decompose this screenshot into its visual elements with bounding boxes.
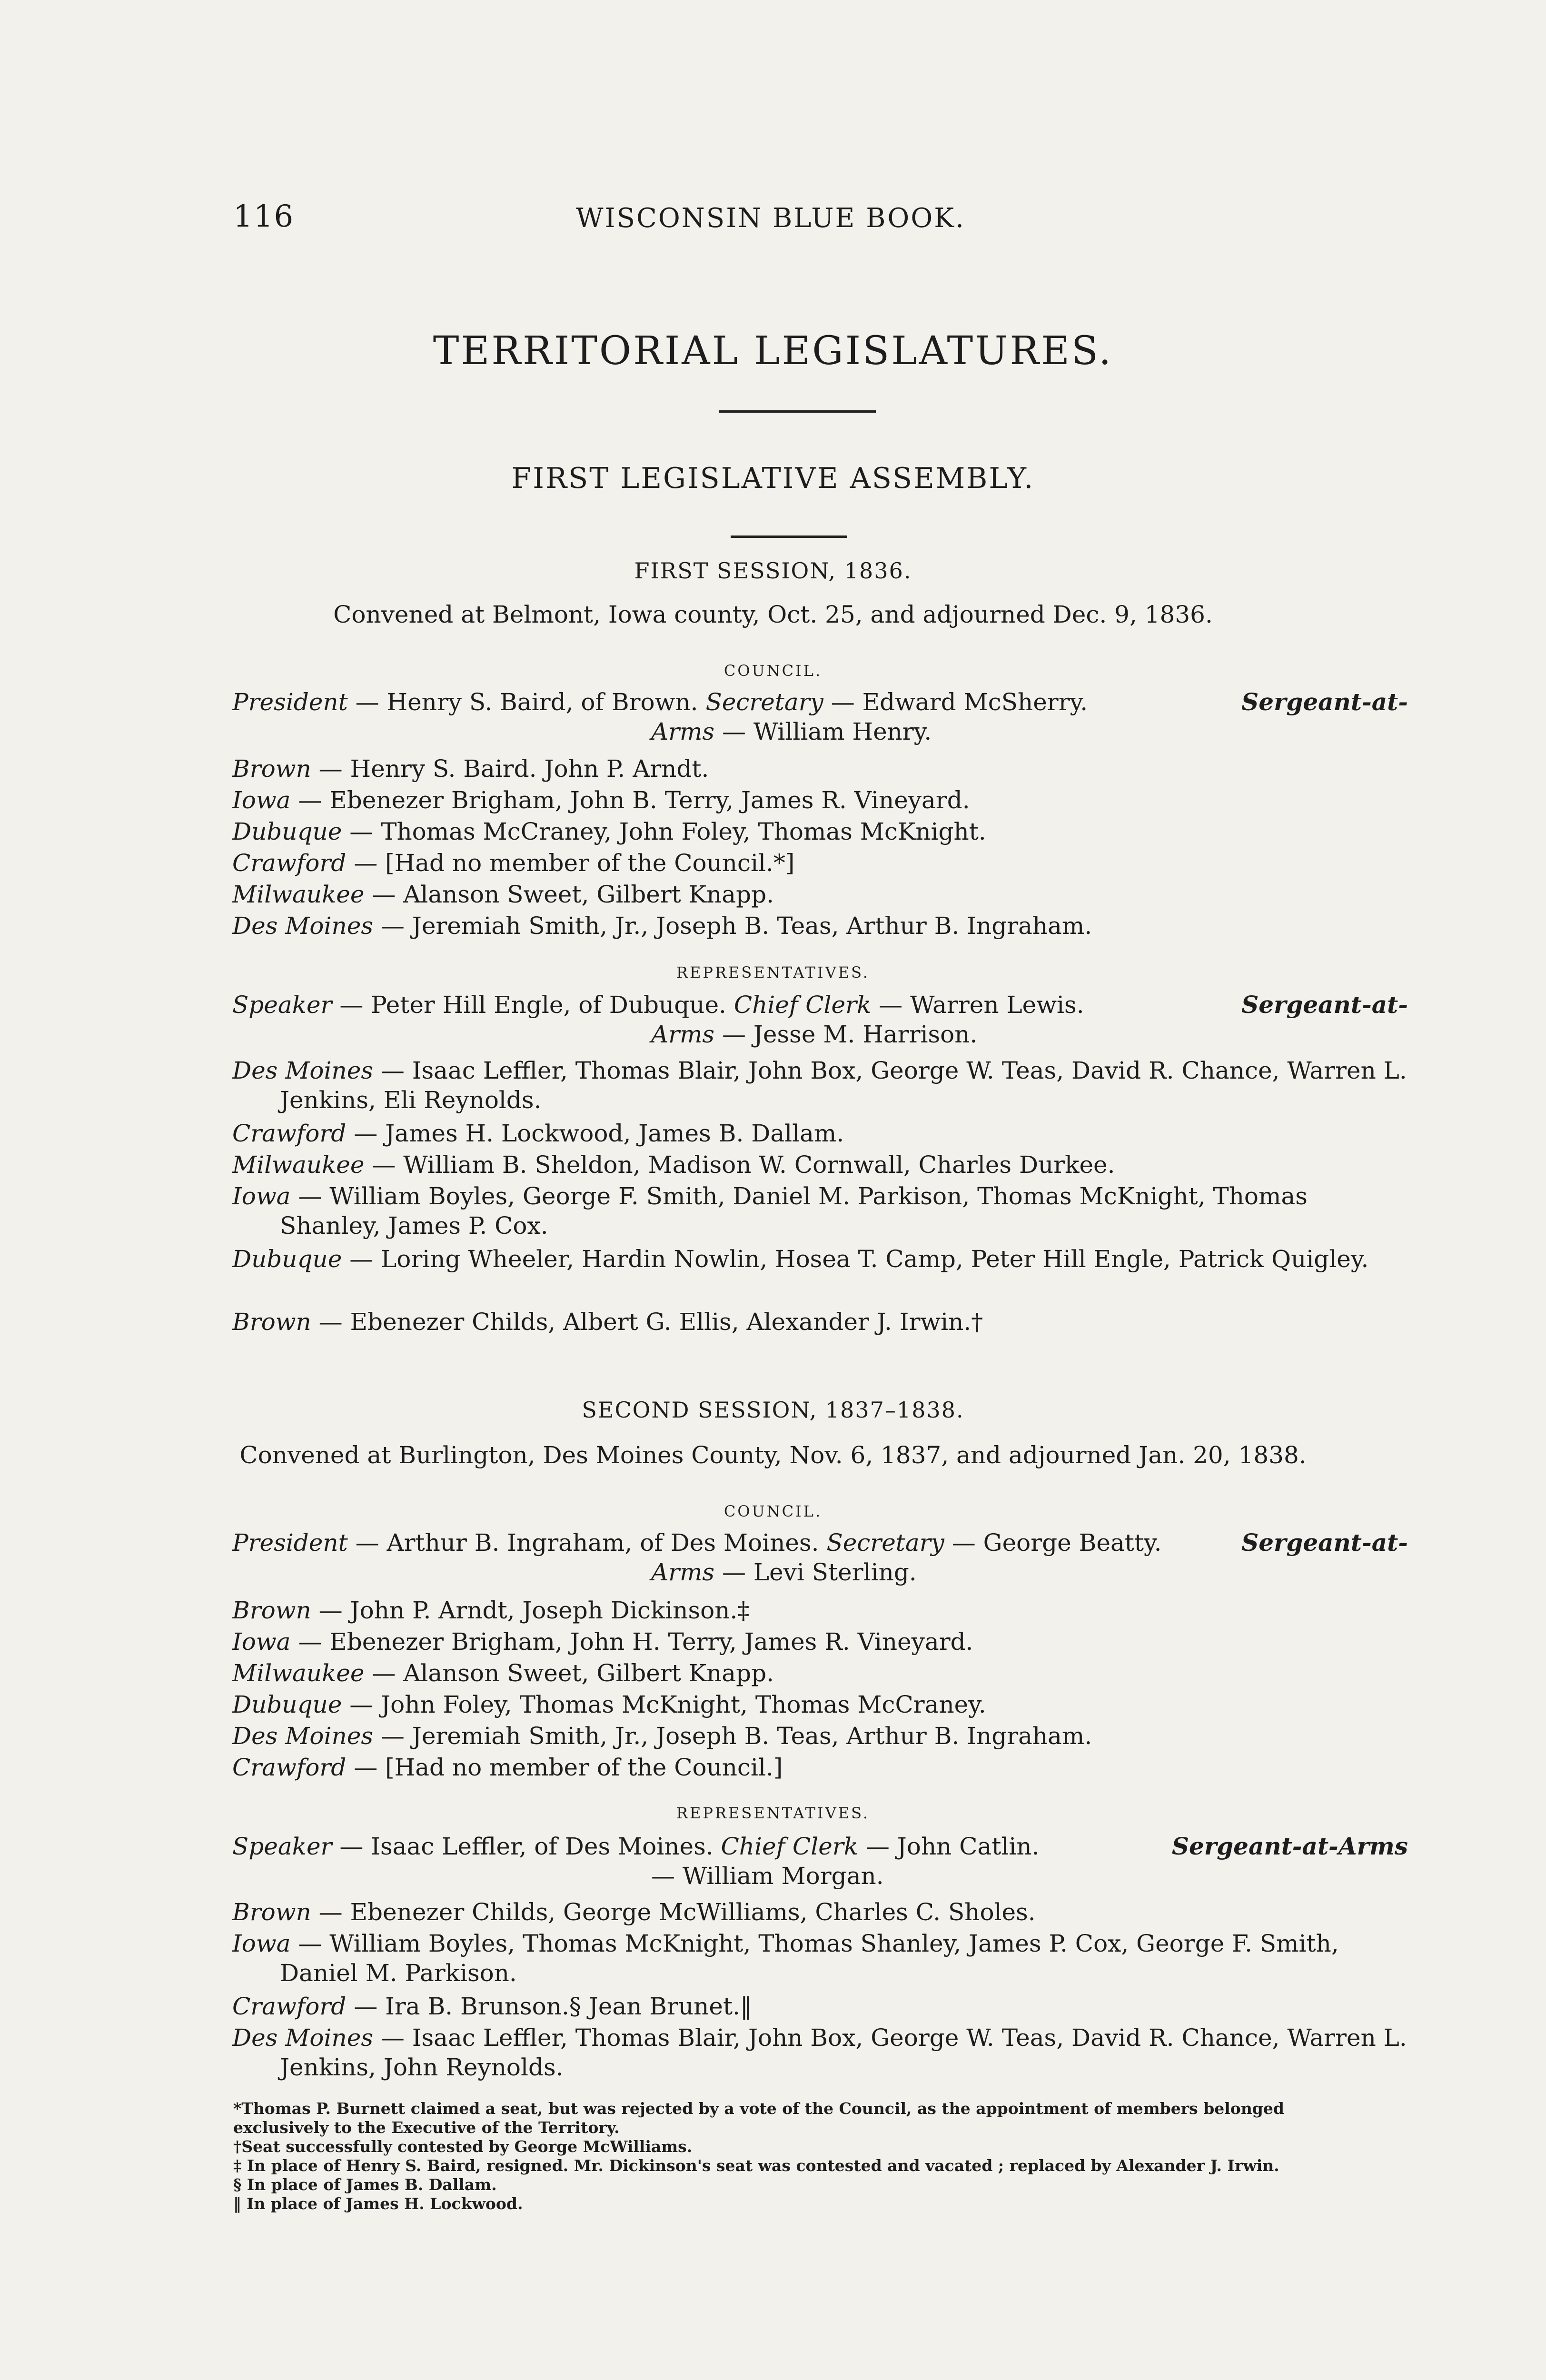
county-name: Iowa: [232, 1930, 291, 1957]
member-names: — Isaac Leffler, Thomas Blair, John Box, George W. Teas, David R. Chance, Warren L. Jenkins, John Reynolds.: [280, 2024, 1407, 2081]
officer-label: Secretary: [826, 1529, 944, 1557]
member-entry: [232, 1181, 1408, 1240]
member-entry: [232, 1897, 1408, 1927]
member-entry: [232, 880, 1408, 909]
officer-value: — Arthur B. Ingraham, of Des Moines.: [347, 1529, 827, 1557]
assembly-rule: [731, 536, 847, 538]
member-entry: [232, 1658, 1408, 1688]
officer-value: — Peter Hill Engle, of Dubuque.: [332, 991, 734, 1019]
officer-value: — Warren Lewis.: [871, 991, 1084, 1019]
session-2-reps-officers: [232, 1832, 1408, 1891]
officer-label: Sergeant-at-: [1241, 688, 1408, 716]
session-2-council-officers: [232, 1528, 1408, 1587]
county-name: Dubuque: [232, 1691, 342, 1718]
county-name: Dubuque: [232, 1245, 342, 1273]
member-names: — Alanson Sweet, Gilbert Knapp.: [364, 1659, 774, 1687]
session-2-convened: Convened at Burlington, Des Moines County, Nov. 6, 1837, and adjourned Jan. 20, 1838.: [239, 1441, 1307, 1469]
officer-label: Arms: [651, 1558, 715, 1586]
officer-label: Sergeant-at-Arms: [1171, 1832, 1408, 1860]
member-names: — Jeremiah Smith, Jr., Joseph B. Teas, Arthur B. Ingraham.: [373, 1722, 1092, 1750]
county-name: Brown: [232, 755, 311, 783]
member-entry: [232, 1753, 1408, 1782]
footnote: ‖ In place of James H. Lockwood.: [233, 2194, 523, 2213]
member-names: — William Boyles, George F. Smith, Daniel M. Parkison, Thomas McKnight, Thomas Shanley, James P. Cox.: [280, 1182, 1308, 1240]
member-entry: [232, 754, 1408, 783]
member-names: — Jeremiah Smith, Jr., Joseph B. Teas, Arthur B. Ingraham.: [373, 912, 1092, 940]
member-entry: [232, 1992, 1408, 2021]
session-2-representatives-heading: REPRESENTATIVES.: [676, 1804, 870, 1822]
officer-value: — George Beatty.: [944, 1529, 1162, 1557]
assembly-heading: FIRST LEGISLATIVE ASSEMBLY.: [511, 462, 1035, 495]
member-entry: [232, 1307, 1408, 1337]
county-name: Brown: [232, 1597, 311, 1624]
running-head: [233, 199, 1366, 242]
officer-value: — Levi Sterling.: [714, 1558, 917, 1586]
officer-label: Speaker: [232, 991, 332, 1019]
officer-label: President: [232, 688, 348, 716]
county-name: Crawford: [232, 849, 347, 877]
member-names: — John Foley, Thomas McKnight, Thomas McCraney.: [342, 1691, 986, 1718]
officer-label: Arms: [651, 1021, 715, 1048]
county-name: Crawford: [232, 1993, 347, 2020]
page-number: 116: [233, 199, 295, 234]
session-2-title: SECOND SESSION, 1837–1838.: [582, 1397, 964, 1423]
county-name: Brown: [232, 1898, 311, 1926]
officer-value: — John Catlin.: [858, 1833, 1040, 1860]
session-1-title: FIRST SESSION, 1836.: [634, 558, 912, 584]
officer-label: Secretary: [705, 688, 823, 716]
officer-label: Speaker: [232, 1833, 332, 1860]
footnote: § In place of James B. Dallam.: [233, 2175, 497, 2194]
member-names: — James H. Lockwood, James B. Dallam.: [346, 1120, 844, 1147]
officer-label: Chief Clerk: [733, 991, 872, 1019]
footnote: *Thomas P. Burnett claimed a seat, but was rejected by a vote of the Council, as the appointment of members belonged exclusively to the Executive of the Territory.: [233, 2099, 1284, 2137]
member-entry: [232, 1929, 1408, 1988]
county-name: Crawford: [232, 1754, 347, 1781]
county-name: Des Moines: [232, 1722, 373, 1750]
county-name: Des Moines: [232, 1057, 373, 1084]
officer-value: — William Henry.: [714, 718, 932, 745]
title-rule: [719, 410, 876, 413]
county-name: Iowa: [232, 1182, 291, 1210]
footnote: ‡ In place of Henry S. Baird, resigned. Mr. Dickinson's seat was contested and vacated ; replaced by Alexander J. Irwin.: [233, 2156, 1279, 2175]
member-entry: [232, 1150, 1408, 1180]
county-name: Iowa: [232, 1628, 291, 1656]
member-entry: [232, 785, 1408, 815]
officer-label: Chief Clerk: [721, 1833, 859, 1860]
footnotes: [233, 2099, 1361, 2213]
member-names: — Thomas McCraney, John Foley, Thomas McKnight.: [342, 818, 986, 845]
member-names: — Ebenezer Brigham, John B. Terry, James R. Vineyard.: [290, 786, 970, 814]
member-names: — Ebenezer Childs, George McWilliams, Charles C. Sholes.: [311, 1898, 1036, 1926]
county-name: Dubuque: [232, 818, 342, 845]
member-entry: [232, 1721, 1408, 1751]
member-names: — [Had no member of the Council.*]: [346, 849, 795, 877]
member-entry: [232, 2023, 1408, 2082]
county-name: Milwaukee: [232, 1659, 365, 1687]
session-1-reps-officers: [232, 990, 1408, 1049]
county-name: Milwaukee: [232, 881, 365, 908]
county-name: Des Moines: [232, 2024, 373, 2052]
officer-value: — Henry S. Baird, of Brown.: [347, 688, 706, 716]
county-name: Milwaukee: [232, 1151, 365, 1179]
session-1-council-officers: [232, 687, 1408, 746]
member-names: — Ira B. Brunson.§ Jean Brunet.‖: [346, 1993, 752, 2020]
page-title: TERRITORIAL LEGISLATURES.: [433, 328, 1113, 374]
member-names: — Henry S. Baird. John P. Arndt.: [311, 755, 709, 783]
member-names: — William Boyles, Thomas McKnight, Thomas Shanley, James P. Cox, George F. Smith, Daniel M. Parkison.: [280, 1930, 1339, 1987]
book-title: WISCONSIN BLUE BOOK.: [576, 203, 965, 234]
officer-value: — Jesse M. Harrison.: [714, 1021, 978, 1048]
session-1-convened: Convened at Belmont, Iowa county, Oct. 25, and adjourned Dec. 9, 1836.: [333, 601, 1213, 628]
county-name: Crawford: [232, 1120, 347, 1147]
session-1-representatives-heading: REPRESENTATIVES.: [676, 963, 870, 982]
member-names: — William B. Sheldon, Madison W. Cornwall, Charles Durkee.: [364, 1151, 1115, 1179]
member-entry: [232, 1244, 1408, 1274]
member-entry: [232, 1596, 1408, 1625]
member-names: — Loring Wheeler, Hardin Nowlin, Hosea T. Camp, Peter Hill Engle, Patrick Quigley.: [342, 1245, 1369, 1273]
member-names: — Isaac Leffler, Thomas Blair, John Box, George W. Teas, David R. Chance, Warren L. Jenkins, Eli Reynolds.: [280, 1057, 1407, 1114]
session-1-council-heading: COUNCIL.: [723, 662, 823, 680]
officer-value: — Edward McSherry.: [823, 688, 1088, 716]
county-name: Des Moines: [232, 912, 373, 940]
county-name: Brown: [232, 1308, 311, 1336]
member-names: — Ebenezer Childs, Albert G. Ellis, Alexander J. Irwin.†: [311, 1308, 983, 1336]
officer-value: — Isaac Leffler, of Des Moines.: [332, 1833, 721, 1860]
session-2-council-heading: COUNCIL.: [723, 1502, 823, 1520]
officer-label: Sergeant-at-: [1241, 1528, 1408, 1557]
member-names: — [Had no member of the Council.]: [346, 1754, 783, 1781]
footnote: †Seat successfully contested by George McWilliams.: [233, 2137, 693, 2156]
member-names: — Ebenezer Brigham, John H. Terry, James R. Vineyard.: [290, 1628, 973, 1656]
member-entry: [232, 1627, 1408, 1656]
member-entry: [232, 911, 1408, 941]
member-entry: [232, 1056, 1408, 1115]
member-entry: [232, 1119, 1408, 1148]
member-entry: [232, 848, 1408, 878]
officer-label: Arms: [651, 718, 715, 745]
member-names: — John P. Arndt, Joseph Dickinson.‡: [311, 1597, 750, 1624]
officer-value: — William Morgan.: [651, 1862, 884, 1890]
county-name: Iowa: [232, 786, 291, 814]
member-names: — Alanson Sweet, Gilbert Knapp.: [364, 881, 774, 908]
member-entry: [232, 817, 1408, 846]
officer-label: President: [232, 1529, 348, 1557]
officer-label: Sergeant-at-: [1241, 991, 1408, 1019]
member-entry: [232, 1690, 1408, 1719]
